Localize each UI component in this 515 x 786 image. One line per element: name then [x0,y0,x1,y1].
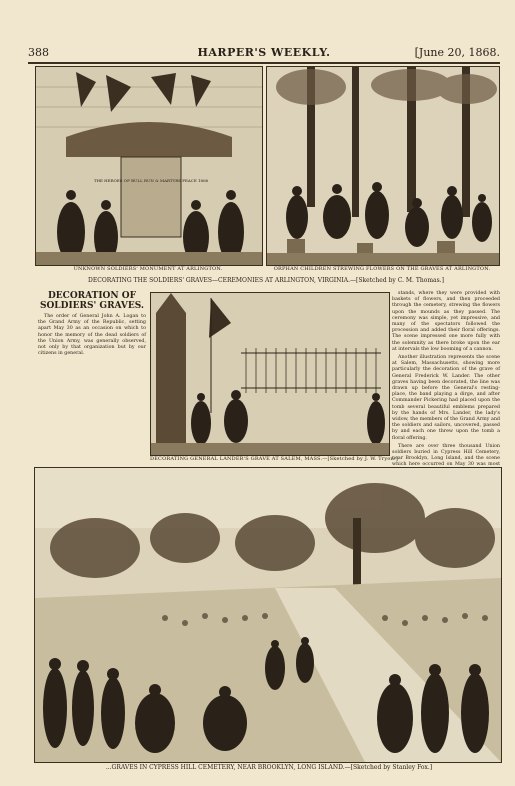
article-paragraph: stands, where they were provided with baskets of flowers, and then proceeded through the cemetery, strewing the flowers upon the mounds as they passed. The ceremony was simple, yet impressive, and many of the spectators followed the procession and added their floral offerings. The scene impressed one more fully with the solemnity as there broke upon the ear at intervals the low booming of a cannon. [392,291,500,352]
publication-title: HARPER'S WEEKLY. [197,46,331,59]
article-title: DECORATION OF SOLDIERS' GRAVES. [39,291,145,311]
engraving-lander-grave [150,292,390,456]
caption-middle-engraving: DECORATING GENERAL LANDER'S GRAVE AT SALEM, MASS.—[Sketched by J. W. Tryon.] [150,456,398,462]
engraving-orphan-children [266,66,500,266]
caption-left-engraving: UNKNOWN SOLDIERS' MONUMENT AT ARLINGTON. [73,266,223,272]
article-left-column [38,314,146,450]
engraving-unknown-soldiers-monument [35,66,263,266]
article-right-column [392,291,500,468]
engraving-cypress-hill [34,467,502,763]
issue-date: [June 20, 1868. [414,46,500,59]
article-paragraph: There are over three thousand Union soldiers buried in Cypress Hill Cemetery, near Brooklyn, Long Island, and the scene which here occurred on May 30 was most [392,443,500,468]
page-number: 388 [28,46,49,59]
article-paragraph: Another illustration represents the scene at Salem, Massachusetts, showing more particularly the decoration of the grave of General Frederick W. Lander. The other graves having been decorated, the line was drawn up before the General's resting-place, the band playing a dirge, and after Commander Pickering had placed upon the tomb several beautiful emblems prepared by the hands of Mrs. Lander, the lady's widow, the members of the Grand Army and the soldiers and sailors, uncovered, passed by and each one threw upon the tomb a floral offering. [392,355,500,441]
monument-inscription: THE HEROES OF BULL RUN & MARTYRS PEACE 1866 [93,178,209,183]
engravings-banner-caption: DECORATING THE SOLDIERS' GRAVES—CEREMONIES AT ARLINGTON, VIRGINIA.—[Sketched by C. M. Thomas.] [88,277,444,284]
article-paragraph: The order of General John A. Logan to the Grand Army of the Republic, setting apart May 30 as an occasion on which to honor the memory of the dead soldiers of the Union Army, was generally observed, not only by that organization but by our citizens in general. [38,314,146,357]
caption-bottom-engraving: ...GRAVES IN CYPRESS HILL CEMETERY, NEAR BROOKLYN, LONG ISLAND.—[Sketched by Stanley Fox.] [105,764,433,771]
caption-right-engraving: ORPHAN CHILDREN STREWING FLOWERS ON THE GRAVES AT ARLINGTON. [273,266,491,272]
page-header [28,46,500,64]
